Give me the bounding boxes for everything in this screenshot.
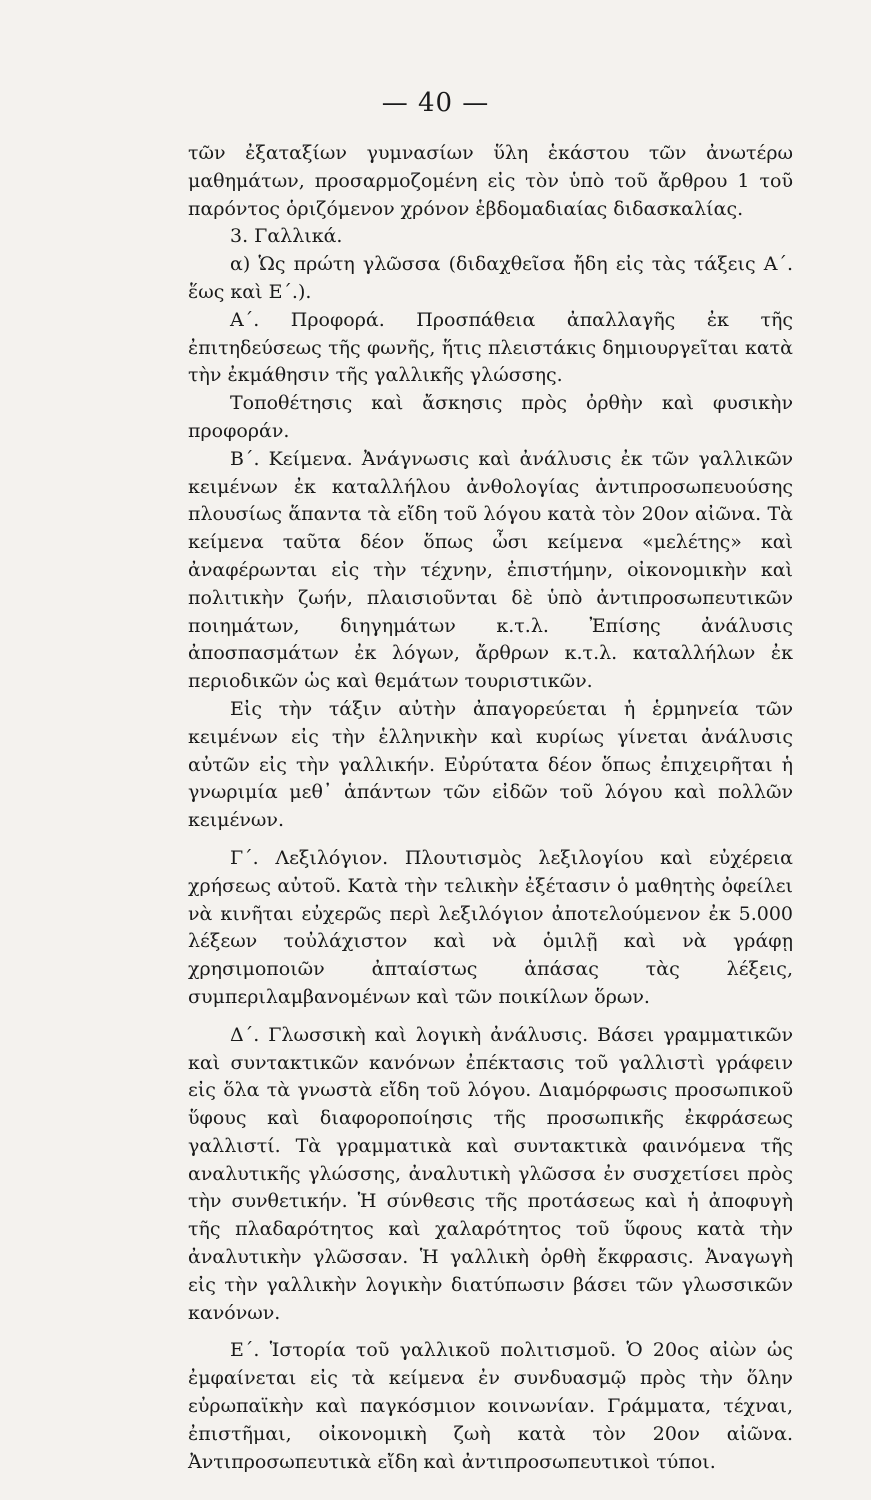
paragraph-first-language: α) Ὡς πρώτη γλῶσσα (διδαχθεῖσα ἤδη εἰς τὰς τάξεις Α΄. ἕως καὶ Ε΄.).: [188, 253, 793, 303]
paragraph-vocabulary: Γ΄. Λεξιλόγιον. Πλουτισμὸς λεξιλογίου καὶ εὐχέρεια χρήσεως αὐτοῦ. Κατὰ τὴν τελικὴν ἐξέτασιν ὁ μαθητὴς ὀφείλει νὰ κινῆται εὐχερῶς περὶ λεξιλόγιον ἀποτελούμενον ἐκ 5.000 λέξεων τοὐλάχιστον καὶ νὰ ὁμιλῇ καὶ νὰ γράφῃ χρησιμοποιῶν ἀπταίστως ἁπάσας τὰς λέξεις, συμπεριλαμβανομένων καὶ τῶν ποικίλων ὅρων.: [188, 846, 793, 1008]
paragraph-analysis: Δ΄. Γλωσσικὴ καὶ λογικὴ ἀνάλυσις. Βάσει γραμματικῶν καὶ συντακτικῶν κανόνων ἐπέκτασις τοῦ γαλλιστὶ γράφειν εἰς ὅλα τὰ γνωστὰ εἴδη τοῦ λόγου. Διαμόρφωσις προσωπικοῦ ὕφους καὶ διαφοροποίησις τῆς προσωπικῆς ἐκφράσεως γαλλιστί. Τὰ γραμματικὰ καὶ συντακτικὰ φαινόμενα τῆς αναλυτικῆς γλώσσης, ἀναλυτικὴ γλῶσσα ἐν συσχετίσει πρὸς τὴν συνθετικήν. Ἡ σύνθεσις τῆς προτάσεως καὶ ἡ ἀποφυγὴ τῆς πλαδαρότητος καὶ χαλαρότητος τοῦ ὕφους κατὰ τὴν ἀναλυτικὴν γλῶσσαν. Ἡ γαλλικὴ ὀρθὴ ἔκφρασις. Ἀναγωγὴ εἰς τὴν γαλλικὴν λογικὴν διατύπωσιν βάσει τῶν γλωσσικῶν κανόνων.: [188, 1023, 793, 1324]
paragraph-placement: Τοποθέτησις καὶ ἄσκησις πρὸς ὀρθὴν καὶ φυσικὴν προφοράν.: [188, 392, 793, 442]
paragraph-pronunciation: Α΄. Προφορά. Προσπάθεια ἀπαλλαγῆς ἐκ τῆς ἐπιτηδεύσεως τῆς φωνῆς, ἥτις πλειστάκις δημιουργεῖται κατὰ τὴν ἐκμάθησιν τῆς γαλλικῆς γλώσσης.: [188, 308, 793, 387]
paragraph-continuation: τῶν ἐξαταξίων γυμνασίων ὕλη ἑκάστου τῶν ἀνωτέρω μαθημάτων, προσαρμοζομένη εἰς τὸν ὑπὸ τοῦ ἄρθρου 1 τοῦ παρόντος ὁριζόμενον χρόνον ἑβδομαδιαίας διδασκαλίας.: [188, 142, 793, 220]
paragraph-civilization: Ε΄. Ἱστορία τοῦ γαλλικοῦ πολιτισμοῦ. Ὁ 20ος αἰὼν ὡς ἐμφαίνεται εἰς τὰ κείμενα ἐν συνδυασμῷ πρὸς τὴν ὅλην εὐρωπαϊκὴν καὶ παγκόσμιον κοινωνίαν. Γράμματα, τέχναι, ἐπιστῆμαι, οἰκονομικὴ ζωὴ κατὰ τὸν 20ον αἰῶνα. Ἀντιπροσωπευτικὰ εἴδη καὶ ἀντιπροσωπευτικοὶ τύποι.: [188, 1339, 793, 1473]
page-number: — 40 —: [381, 88, 490, 118]
body-text: [188, 140, 793, 1476]
paragraph-texts: Β΄. Κείμενα. Ἀνάγνωσις καὶ ἀνάλυσις ἐκ τῶν γαλλικῶν κειμένων ἐκ καταλλήλου ἀνθολογίας ἀντιπροσωπευούσης πλουσίως ἅπαντα τὰ εἴδη τοῦ λόγου κατὰ τὸν 20ον αἰῶνα. Τὰ κείμενα ταῦτα δέον ὅπως ὦσι κείμενα «μελέτης» καὶ ἀναφέρωνται εἰς τὴν τέχνην, ἐπιστήμην, οἰκονομικὴν καὶ πολιτικὴν ζωήν, πλαισιοῦνται δὲ ὑπὸ ἀντιπροσωπευτικῶν ποιημάτων, διηγημάτων κ.τ.λ. Ἐπίσης ἀνάλυσις ἀποσπασμάτων ἐκ λόγων, ἄρθρων κ.τ.λ. καταλλήλων ἐκ περιοδικῶν ὡς καὶ θεμάτων τουριστικῶν.: [188, 447, 793, 693]
section-heading-french: 3. Γαλλικά.: [230, 225, 343, 248]
paragraph-interpretation: Εἰς τὴν τάξιν αὐτὴν ἀπαγορεύεται ἡ ἑρμηνεία τῶν κειμένων εἰς τὴν ἑλληνικὴν καὶ κυρίως γίνεται ἀνάλυσις αὐτῶν εἰς τὴν γαλλικήν. Εὐρύτατα δέον ὅπως ἐπιχειρῆται ἡ γνωριμία μεθ᾿ ἁπάντων τῶν εἰδῶν τοῦ λόγου καὶ πολλῶν κειμένων.: [188, 697, 793, 832]
